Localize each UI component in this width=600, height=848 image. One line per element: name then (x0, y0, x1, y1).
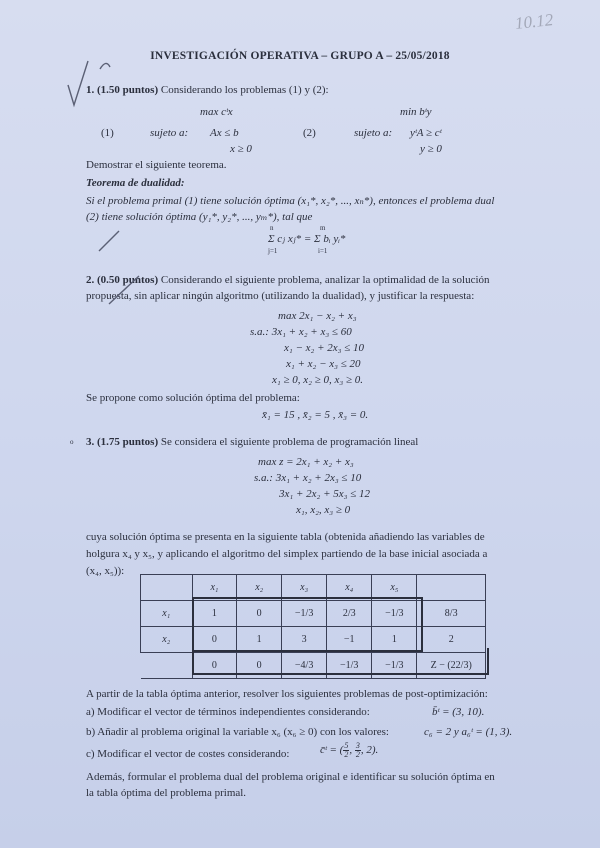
table-cell-rhs: 2 (417, 627, 486, 653)
table-cell: −1/3 (372, 601, 417, 627)
p2-objective: max 2x₁ − x₂ + x₃ (278, 310, 357, 322)
sum-1-upper: n (270, 224, 274, 232)
problem-3-header (86, 436, 418, 448)
table-cell: 2/3 (327, 601, 372, 627)
part-c: c) Modificar el vector de costes considerando: (86, 748, 290, 760)
sum-1-lower: j=1 (268, 247, 278, 255)
header-x4: x₄ (327, 575, 372, 601)
p3-constraint-1: s.a.: 3x₁ + x₂ + 2x₃ ≤ 10 (254, 472, 362, 484)
p3-description-3: (x₄, x₅)): (86, 565, 125, 577)
table-row (141, 601, 486, 627)
table-cell-z: Z − (22/3) (417, 653, 486, 679)
primal-objective: max cᵗx (200, 106, 233, 118)
primal-nonnegativity: x ≥ 0 (230, 143, 252, 155)
table-cell: 1 (372, 627, 417, 653)
table-cell: −1 (327, 627, 372, 653)
theorem-line-2: (2) tiene solución óptima (y₁*, y₂*, ..., yₘ*), tal que (86, 211, 313, 223)
p3-objective: max z = 2x₁ + x₂ + x₃ (258, 456, 354, 468)
table-cell-rhs: 8/3 (417, 601, 486, 627)
table-cell: −1/3 (372, 653, 417, 679)
header-x2: x₂ (237, 575, 282, 601)
table-cell: −4/3 (282, 653, 327, 679)
table-cell: 0 (192, 627, 237, 653)
p2-constraint-3: x₁ + x₂ − x₃ ≤ 20 (286, 358, 361, 370)
p3-constraint-2: 3x₁ + 2x₂ + 5x₃ ≤ 12 (279, 488, 371, 500)
c-prefix: c̄ᵗ = ( (320, 744, 344, 757)
part-b: b) Añadir al problema original la variable x₆ (x₆ ≥ 0) con los valores: (86, 726, 389, 738)
margin-mark: o (70, 438, 74, 446)
duality-equation (268, 232, 345, 245)
p2-nonnegativity: x₁ ≥ 0, x₂ ≥ 0, x₃ ≥ 0. (272, 374, 363, 386)
frac-num: 5 (344, 741, 349, 750)
header-x1: x₁ (192, 575, 237, 601)
prove-instruction: Demostrar el siguiente teorema. (86, 159, 227, 171)
theorem-line-1: Si el problema primal (1) tiene solución óptima (x₁*, x₂*, ..., xₙ*), entonces el problema dual (86, 195, 495, 207)
p3-description-1: cuya solución óptima se presenta en la siguiente tabla (obtenida añadiendo las variables de (86, 531, 485, 543)
theorem-title: Teorema de dualidad: (86, 177, 185, 189)
simplex-tableau (140, 574, 486, 679)
post-optimization-intro: A partir de la tabla óptima anterior, resolver los siguientes problemas de post-optimización: (86, 688, 488, 700)
basis-x2: x₂ (141, 627, 193, 653)
part-b-value: c₆ = 2 y a₆ᵗ = (1, 3). (424, 726, 513, 738)
dual-nonnegativity: y ≥ 0 (420, 143, 442, 155)
p2-solution: x̄₁ = 15 , x̄₂ = 5 , x̄₃ = 0. (262, 409, 369, 421)
problem-1-header (86, 84, 329, 96)
part-c-value: c̄ᵗ = ( $\frac{5}{2}$ , $\frac{3}{2}$ , 2). (320, 741, 379, 759)
sum-2-lower: i=1 (318, 247, 328, 255)
part-a: a) Modificar el vector de términos independientes considerando: (86, 706, 370, 718)
table-cell: 1 (192, 601, 237, 627)
table-cell: 0 (192, 653, 237, 679)
pen-slash-mark-icon (95, 225, 125, 255)
table-cell: −1/3 (327, 653, 372, 679)
frac-den: 2 (344, 750, 349, 759)
pen-slash-mark-icon (105, 270, 145, 310)
p2-constraint-2: x₁ − x₂ + 2x₃ ≤ 10 (284, 342, 365, 354)
p3-nonnegativity: x₁, x₂, x₃ ≥ 0 (296, 504, 351, 516)
part-a-value: b̄ᵗ = (3, 10). (432, 706, 485, 718)
table-row (141, 627, 486, 653)
problem-3-number: 3. (1.75 puntos) (86, 436, 159, 448)
tableau-header-row (141, 575, 486, 601)
table-cell: 0 (237, 653, 282, 679)
frac-num: 3 (355, 741, 360, 750)
table-row-z (141, 653, 486, 679)
dual-objective: min bᵗy (400, 106, 432, 118)
primal-label: (1) (101, 127, 114, 139)
p2-constraint-1: s.a.: 3x₁ + x₂ + x₃ ≤ 60 (250, 326, 352, 338)
primal-subject-to: sujeto a: (150, 127, 189, 139)
problem-2-line-2: propuesta, sin aplicar ningún algoritmo (utilizando la dualidad), y justificar la respuesta: (86, 290, 475, 302)
p2-proposal: Se propone como solución óptima del problema: (86, 392, 300, 404)
problem-2-line-1 (86, 274, 490, 286)
page-title: INVESTIGACIÓN OPERATIVA – GRUPO A – 25/05/2018 (150, 50, 450, 62)
table-cell: −1/3 (282, 601, 327, 627)
table-cell: 3 (282, 627, 327, 653)
duality-equation-text: Σ cⱼ xⱼ* = Σ bᵢ yᵢ* (268, 233, 346, 245)
frac-den: 2 (355, 750, 360, 759)
problem-2-number: 2. (0.50 puntos) (86, 274, 159, 286)
p3-description-2: holgura x₄ y x₅, y aplicando el algoritmo del simplex partiendo de la base inicial asociada a (86, 548, 488, 560)
header-x5: x₅ (372, 575, 417, 601)
problem-1-intro: Considerando los problemas (1) y (2): (160, 84, 329, 96)
final-line-1: Además, formular el problema dual del problema original e identificar su solución óptima en (86, 771, 495, 783)
table-cell: 0 (237, 601, 282, 627)
primal-constraint: Ax ≤ b (210, 127, 239, 139)
problem-3-intro: Se considera el siguiente problema de programación lineal (160, 436, 419, 448)
sum-2-upper: m (320, 224, 326, 232)
basis-x1: x₁ (141, 601, 193, 627)
dual-constraint: yᵗA ≥ cᵗ (410, 127, 442, 139)
problem-1-number: 1. (1.50 puntos) (86, 84, 159, 96)
dual-label: (2) (303, 127, 316, 139)
fraction-5-2 (343, 742, 349, 759)
header-x3: x₃ (282, 575, 327, 601)
c-suffix: , 2). (360, 744, 379, 757)
final-line-2: la tabla óptima del problema primal. (86, 787, 247, 799)
header-rhs (417, 575, 486, 601)
z-row-blank (141, 653, 193, 679)
handwritten-grade: 10.12 (514, 10, 555, 33)
tableau-corner (141, 575, 193, 601)
table-cell: 1 (237, 627, 282, 653)
problem-2-text-1: Considerando el siguiente problema, analizar la optimalidad de la solución (160, 274, 490, 286)
dual-subject-to: sujeto a: (354, 127, 393, 139)
